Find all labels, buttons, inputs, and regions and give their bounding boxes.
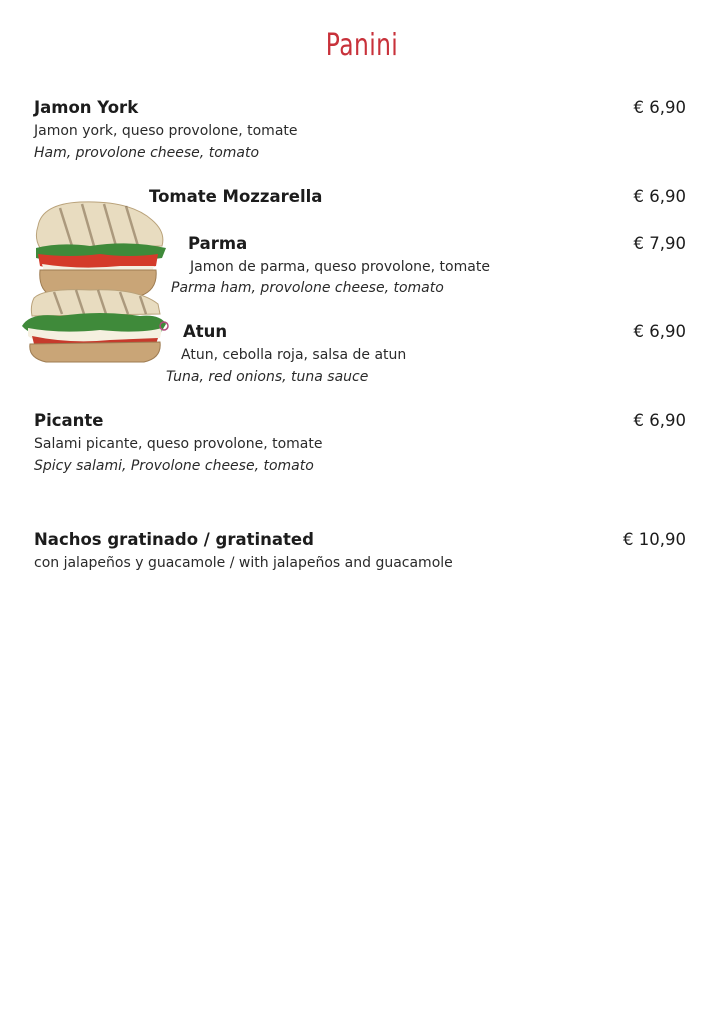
item-desc-es-jamon-york: Jamon york, queso provolone, tomate (34, 123, 298, 139)
item-price-nachos: € 10,90 (623, 530, 686, 549)
item-name-jamon-york: Jamon York (34, 98, 139, 117)
item-name-parma: Parma (188, 234, 248, 253)
item-desc-en-atun: Tuna, red onions, tuna sauce (166, 369, 369, 385)
item-desc-es-parma: Jamon de parma, queso provolone, tomate (190, 259, 490, 275)
item-price-atun: € 6,90 (633, 322, 686, 341)
item-desc-es-atun: Atun, cebolla roja, salsa de atun (181, 347, 407, 363)
item-price-jamon-york: € 6,90 (633, 98, 686, 117)
item-name-picante: Picante (34, 411, 104, 430)
panini-sandwich-image (20, 198, 172, 366)
item-name-nachos: Nachos gratinado / gratinated (34, 530, 314, 549)
item-name-atun: Atun (183, 322, 228, 341)
item-desc-nachos: con jalapeños y guacamole / with jalapeños and guacamole (34, 555, 453, 571)
item-price-parma: € 7,90 (633, 234, 686, 253)
item-desc-en-jamon-york: Ham, provolone cheese, tomato (34, 145, 260, 161)
item-desc-en-picante: Spicy salami, Provolone cheese, tomato (34, 458, 314, 474)
page-title: Panini (325, 28, 399, 63)
item-name-tomate-mozzarella: Tomate Mozzarella (149, 187, 323, 206)
item-desc-en-parma: Parma ham, provolone cheese, tomato (171, 280, 444, 296)
item-price-picante: € 6,90 (633, 411, 686, 430)
item-price-tomate-mozzarella: € 6,90 (633, 187, 686, 206)
item-desc-es-picante: Salami picante, queso provolone, tomate (34, 436, 323, 452)
